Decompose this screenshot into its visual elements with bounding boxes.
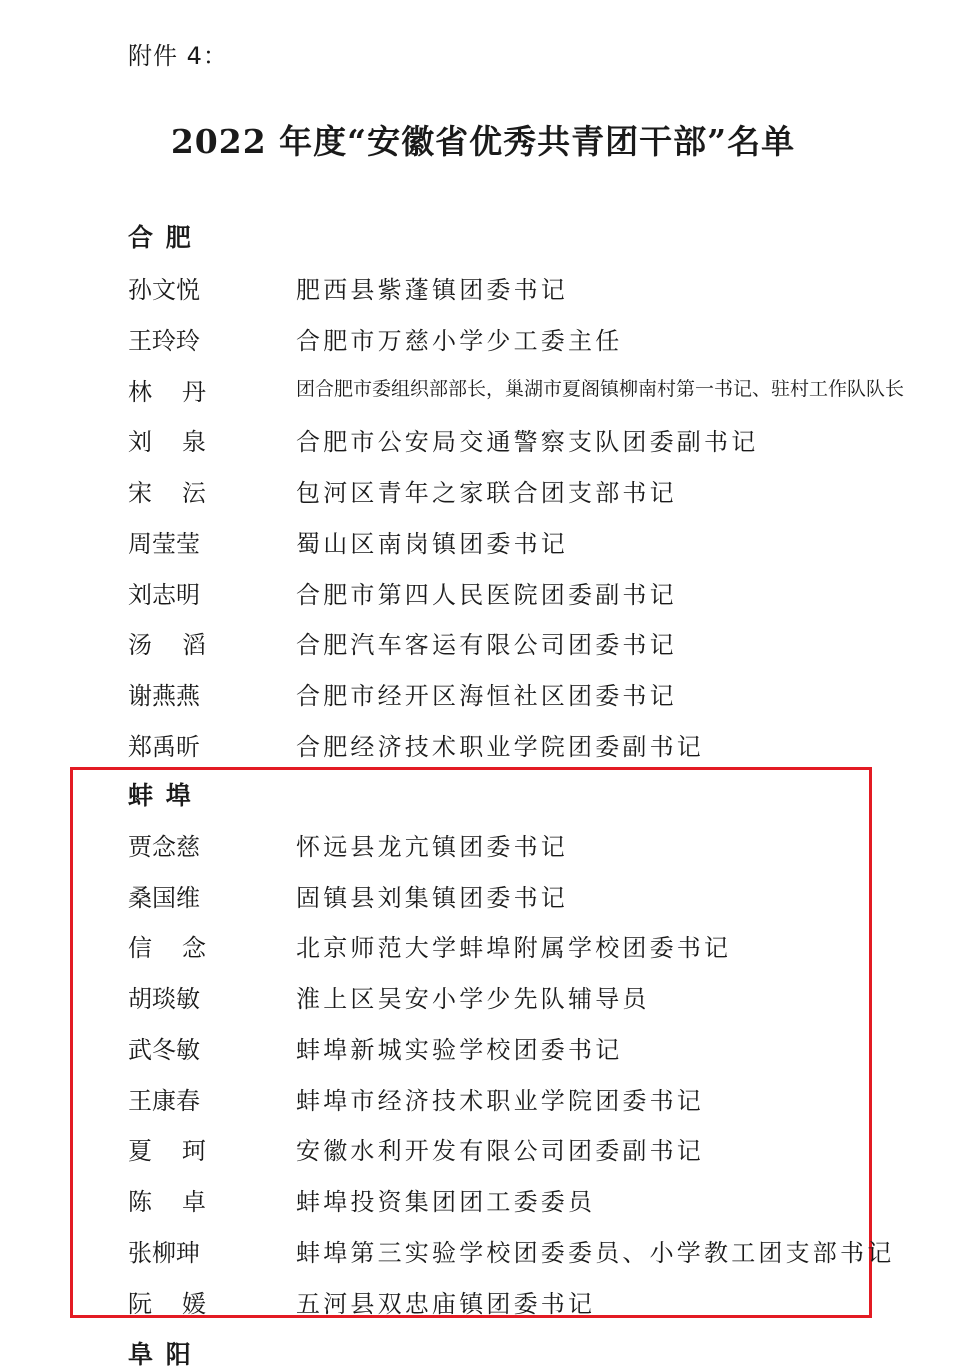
- person-role: 五河县双忠庙镇团委书记: [296, 1290, 596, 1318]
- name-char: 丹: [182, 378, 206, 406]
- person-name: 郑禹昕: [128, 733, 200, 761]
- name-char: 陈: [128, 1188, 152, 1216]
- person-role: 蚌埠投资集团团工委委员: [296, 1188, 596, 1216]
- person-name: 贾念慈: [128, 833, 200, 861]
- name-char: 林: [128, 378, 152, 406]
- person-role: 包河区青年之家联合团支部书记: [296, 479, 677, 507]
- person-name: [128, 1284, 206, 1319]
- person-role: 怀远县龙亢镇团委书记: [296, 833, 568, 861]
- person-role: 合肥汽车客运有限公司团委书记: [296, 631, 677, 659]
- person-role: 合肥市万慈小学少工委主任: [296, 327, 623, 355]
- name-char: 卓: [182, 1188, 206, 1216]
- person-role: 固镇县刘集镇团委书记: [296, 884, 568, 912]
- section-heading-bengbu: 蚌 埠: [128, 781, 193, 810]
- name-char: 汤: [128, 631, 152, 659]
- name-char: 阮: [128, 1290, 152, 1318]
- attachment-label: 附件 4：: [128, 42, 228, 70]
- name-char: 泉: [182, 428, 206, 456]
- person-role: 肥西县紫蓬镇团委书记: [296, 276, 568, 304]
- person-role: 合肥市公安局交通警察支队团委副书记: [296, 428, 759, 456]
- name-char: 滔: [182, 631, 206, 659]
- person-name: 孙文悦: [128, 276, 200, 304]
- person-name: [128, 473, 206, 508]
- person-role: 淮上区吴安小学少先队辅导员: [296, 985, 650, 1013]
- person-role: 蚌埠市经济技术职业学院团委书记: [296, 1087, 704, 1115]
- person-name: 周莹莹: [128, 530, 200, 558]
- section-heading-hefei: 合 肥: [128, 223, 193, 252]
- person-role: 合肥市经开区海恒社区团委书记: [296, 682, 677, 710]
- person-name: 胡琰敏: [128, 985, 200, 1013]
- person-name: 桑国维: [128, 884, 200, 912]
- document-title: 2022 年度“安徽省优秀共青团干部”名单: [170, 122, 796, 161]
- name-char: 刘: [128, 428, 152, 456]
- person-role: 蜀山区南岗镇团委书记: [296, 530, 568, 558]
- person-role: 北京师范大学蚌埠附属学校团委书记: [296, 934, 732, 962]
- person-name: 谢燕燕: [128, 682, 200, 710]
- person-name: [128, 625, 206, 660]
- name-char: 媛: [182, 1290, 206, 1318]
- person-role: 蚌埠新城实验学校团委书记: [296, 1036, 623, 1064]
- name-char: 念: [182, 934, 206, 962]
- name-char: 珂: [182, 1137, 206, 1165]
- person-name: 王康春: [128, 1087, 200, 1115]
- name-char: 沄: [182, 479, 206, 507]
- person-name: 王玲玲: [128, 327, 200, 355]
- person-name: [128, 422, 206, 457]
- person-role: 蚌埠第三实验学校团委委员、小学教工团支部书记: [296, 1239, 895, 1267]
- person-name: [128, 928, 206, 963]
- name-char: 夏: [128, 1137, 152, 1165]
- person-role: 合肥市第四人民医院团委副书记: [296, 581, 677, 609]
- person-name: [128, 1131, 206, 1166]
- person-role: 合肥经济技术职业学院团委副书记: [296, 733, 704, 761]
- person-name: 武冬敏: [128, 1036, 200, 1064]
- person-name: 刘志明: [128, 581, 200, 609]
- section-heading-fuyang: 阜 阳: [128, 1340, 193, 1369]
- person-role: 安徽水利开发有限公司团委副书记: [296, 1137, 704, 1165]
- person-role: 团合肥市委组织部部长，巢湖市夏阁镇柳南村第一书记、驻村工作队队长: [296, 378, 905, 400]
- name-char: 宋: [128, 479, 152, 507]
- person-name: 张柳珅: [128, 1239, 200, 1267]
- name-char: 信: [128, 934, 152, 962]
- person-name: [128, 372, 206, 407]
- person-name: [128, 1182, 206, 1217]
